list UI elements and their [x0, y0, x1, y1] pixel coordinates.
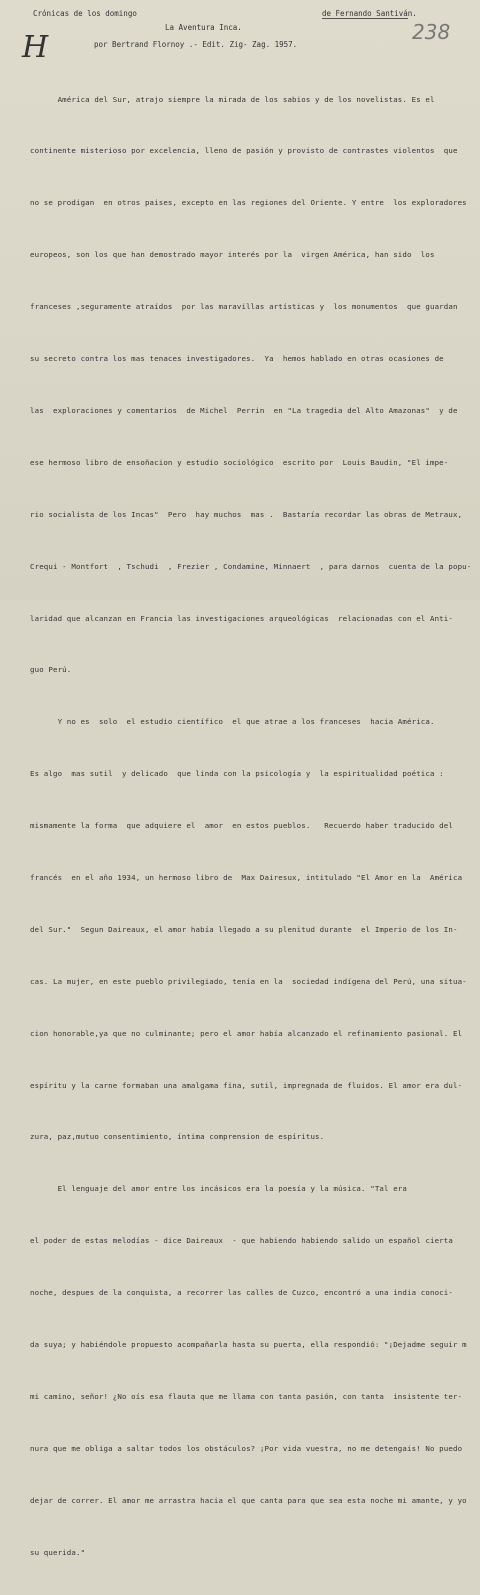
- book-author: por Bertrand Flornoy .- Edit. Zig- Zag. 1957.: [94, 40, 298, 49]
- text-line: dejar de correr. El amor me arrastra hacia el que canta para que sea esta noche mi amante, y yo: [30, 1495, 467, 1505]
- text-line: mi camino, señor! ¿No oís esa flauta que me llama con tanta pasión, con tanta insistente ter-: [30, 1391, 463, 1401]
- text-line: del Sur." Segun Daireaux, el amor había llegado a su plenitud durante el Imperio de los In-: [30, 924, 458, 934]
- text-line: Y no es solo el estudio científico el que atrae a los franceses hacia América.: [30, 717, 435, 727]
- text-line: las exploraciones y comentarios de Michel Perrin en "La tragedia del Alto Amazonas" y de: [30, 405, 458, 415]
- text-line: rio socialista de los Incas" Pero hay muchos mas . Bastaría recordar las obras de Metraux,: [30, 509, 463, 519]
- text-line: cas. La mujer, en este pueblo privilegiado, tenía en la sociedad indígena del Perú, una situa-: [30, 976, 467, 986]
- text-line: espíritu y la carne formaban una amalgama fina, sutil, impregnada de fluidos. El amor era dul-: [30, 1080, 463, 1090]
- margin-mark: H: [22, 30, 49, 65]
- text-line: su secreto contra los mas tenaces investigadores. Ya hemos hablado en otras ocasiones de: [30, 354, 444, 364]
- text-line: ese hermoso libro de ensoñacion y estudio sociológico escrito por Louis Baudin, "El impe-: [30, 457, 449, 467]
- text-line: cion honorable,ya que no culminante; pero el amor había alcanzado el refinamiento pasional. El: [30, 1028, 463, 1038]
- text-line: laridad que alcanzan en Francia las investigaciones arqueológicas relacionadas con el Anti-: [30, 613, 453, 623]
- text-line: América del Sur, atrajo siempre la mirada de los sabios y de los novelistas. Es el: [30, 94, 435, 104]
- header-underline: [322, 18, 408, 19]
- book-title: La Aventura Inca.: [165, 23, 242, 32]
- text-line: da suya; y habiéndole propuesto acompañarla hasta su puerta, ella respondió: "¡Dejadme seguir m: [30, 1339, 467, 1349]
- header-left: Crónicas de los domingo: [33, 9, 137, 18]
- text-line: noche, despues de la conquista, a recorrer las calles de Cuzco, encontró a una india conoci-: [30, 1288, 453, 1298]
- text-line: mismamente la forma que adquiere el amor en estos pueblos. Recuerdo haber traducido del: [30, 821, 453, 831]
- text-line: europeos, son los que han demostrado mayor interés por la virgen América, han sido los: [30, 250, 435, 260]
- text-line: su querida.": [30, 1547, 86, 1557]
- text-line: no se prodigan en otros paises, excepto en las regiones del Oriente. Y entre los exploradores: [30, 198, 467, 208]
- folio-number: 238: [412, 20, 451, 44]
- text-line: nura que me obliga a saltar todos los obstáculos? ¡Por vida vuestra, no me detengais! No puedo: [30, 1443, 463, 1453]
- text-line: zura, paz,mutuo consentimiento, íntima comprension de espíritus.: [30, 1132, 325, 1142]
- text-line: francés en el año 1934, un hermoso libro de Max Dairesux, intitulado "El Amor en la América: [30, 872, 463, 882]
- text-line: Es algo mas sutil y delicado que linda con la psicología y la espiritualidad poética :: [30, 769, 444, 779]
- text-line: guo Perú.: [30, 665, 72, 675]
- text-line: el poder de estas melodías - dice Daireaux - que habiendo habiendo salido un español cierta: [30, 1236, 453, 1246]
- text-line: franceses ,seguramente atraídos por las maravillas artísticas y los monumentos que guardan: [30, 302, 458, 312]
- text-line: continente misterioso por excelencia, lleno de pasión y provisto de contrastes violentos que: [30, 146, 458, 156]
- text-line: Crequi - Montfort , Tschudi , Frezier , Condamine, Minnaert , para darnos cuenta de la popu-: [30, 561, 472, 571]
- text-line: El lenguaje del amor entre los incásicos era la poesía y la música. "Tal era: [30, 1184, 407, 1194]
- header-right: de Fernando Santiván.: [322, 9, 417, 18]
- body-text: [30, 56, 470, 1595]
